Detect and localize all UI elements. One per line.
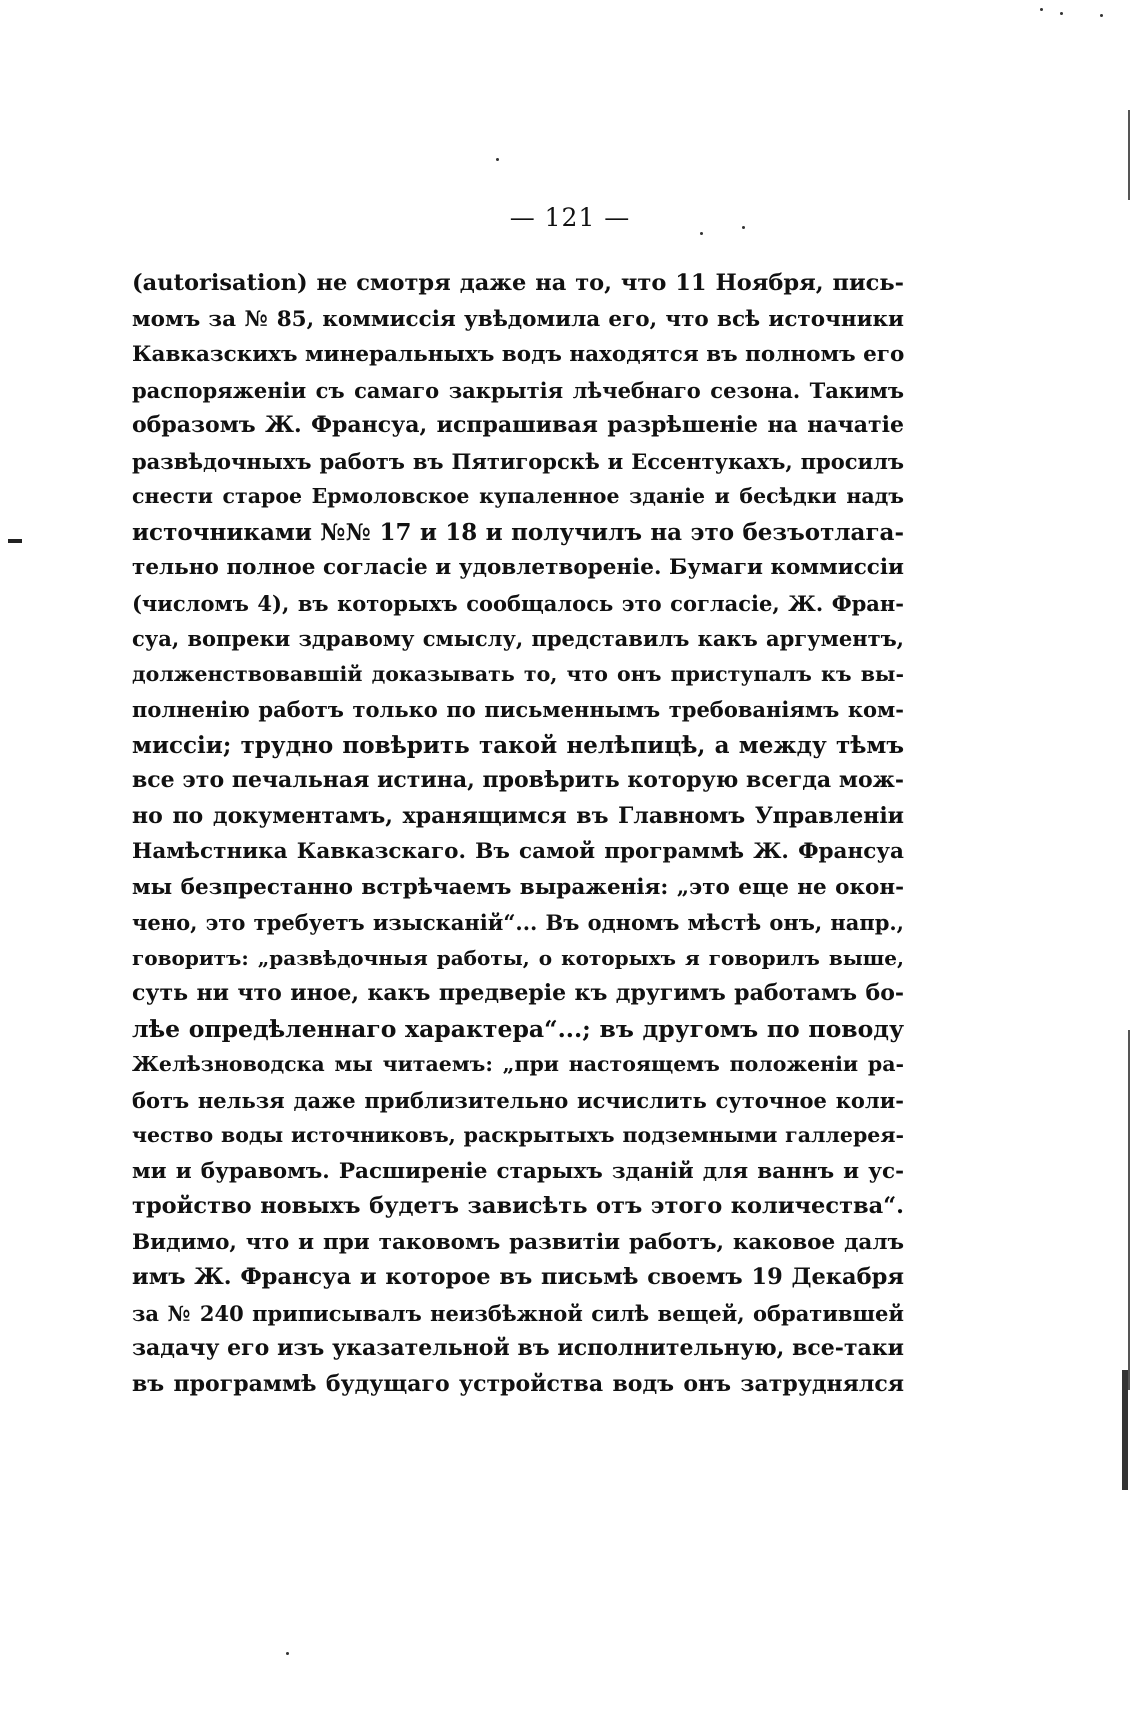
- text-line: развѣдочныхъ работъ въ Пятигорскѣ и Ессентукахъ, просилъ: [132, 448, 904, 474]
- text-line: за № 240 приписывалъ неизбѣжной силѣ вещей, обратившей: [132, 1300, 904, 1326]
- scan-edge-shadow: [1122, 1370, 1128, 1490]
- text-line: тельно полное согласіе и удовлетвореніе. Бумаги коммиссіи: [132, 555, 904, 580]
- text-line: снести старое Ермоловское купаленное зданіе и бесѣдки надъ: [132, 484, 904, 508]
- page-number: — 121 —: [509, 203, 631, 232]
- scan-edge-line-lower: [1128, 1030, 1130, 1390]
- scan-dot: [1060, 12, 1063, 15]
- text-line: чество воды источниковъ, раскрытыхъ подземными галлерея-: [132, 1123, 904, 1147]
- scan-mark-left: [8, 539, 22, 543]
- text-line: миссіи; трудно повѣрить такой нелѣпицѣ, а между тѣмъ: [132, 731, 904, 759]
- text-line: образомъ Ж. Франсуа, испрашивая разрѣшеніе на начатіе: [132, 412, 904, 438]
- text-line: Кавказскихъ минеральныхъ водъ находятся въ полномъ его: [132, 342, 904, 367]
- text-line: ми и буравомъ. Расширеніе старыхъ зданій для ваннъ и ус-: [132, 1158, 904, 1184]
- text-line: момъ за № 85, коммиссія увѣдомила его, что всѣ источники: [132, 306, 904, 332]
- text-line: ботъ нельзя даже приблизительно исчислить суточное коли-: [132, 1087, 904, 1113]
- text-line: имъ Ж. Франсуа и которое въ письмѣ своемъ 19 Декабря: [132, 1264, 904, 1290]
- text-line: мы безпрестанно встрѣчаемъ выраженія: „это еще не окон-: [132, 874, 904, 900]
- body-text: [132, 266, 904, 1402]
- text-line: (числомъ 4), въ которыхъ сообщалось это согласіе, Ж. Фран-: [132, 590, 904, 616]
- text-line: полненію работъ только по письменнымъ требованіямъ ком-: [132, 697, 904, 722]
- text-line: суа, вопреки здравому смыслу, представилъ какъ аргументъ,: [132, 626, 904, 651]
- scan-dot: [742, 226, 745, 229]
- text-line: говоритъ: „развѣдочныя работы, о которыхъ я говорилъ выше,: [132, 945, 904, 970]
- scan-edge-line-upper: [1128, 110, 1130, 200]
- text-line: долженствовавшій доказывать то, что онъ приступалъ къ вы-: [132, 661, 904, 686]
- text-line: все это печальная истина, провѣрить которую всегда мож-: [132, 767, 904, 793]
- text-line: Видимо, что и при таковомъ развитіи работъ, каковое далъ: [132, 1229, 904, 1255]
- scan-dot: [1040, 8, 1043, 11]
- text-line: суть ни что иное, какъ предверіе къ другимъ работамъ бо-: [132, 980, 904, 1006]
- text-line: источниками №№ 17 и 18 и получилъ на это безъотлага-: [132, 518, 904, 546]
- text-line: тройство новыхъ будетъ зависѣть отъ этого количества“.: [132, 1193, 904, 1219]
- text-line: Желѣзноводска мы читаемъ: „при настоящемъ положеніи ра-: [132, 1052, 904, 1076]
- text-line: распоряженіи съ самаго закрытія лѣчебнаго сезона. Такимъ: [132, 377, 904, 403]
- text-line: Намѣстника Кавказскаго. Въ самой программѣ Ж. Франсуа: [132, 839, 904, 864]
- text-line: чено, это требуетъ изысканій“... Въ одномъ мѣстѣ онъ, напр.,: [132, 910, 904, 935]
- scan-dot: [700, 232, 703, 235]
- scan-dot: [1100, 14, 1103, 17]
- text-line: задачу его изъ указательной въ исполнительную, все-таки: [132, 1335, 904, 1361]
- text-line: въ программѣ будущаго устройства водъ онъ затруднялся: [132, 1370, 904, 1397]
- scan-dot: [496, 158, 499, 161]
- scan-dot: [286, 1652, 289, 1655]
- text-line: лѣе опредѣленнаго характера“...; въ другомъ по поводу: [132, 1014, 904, 1043]
- text-line: (autorisation) не смотря даже на то, что 11 Ноября, пись-: [132, 270, 904, 296]
- text-line: но по документамъ, хранящимся въ Главномъ Управленіи: [132, 802, 904, 829]
